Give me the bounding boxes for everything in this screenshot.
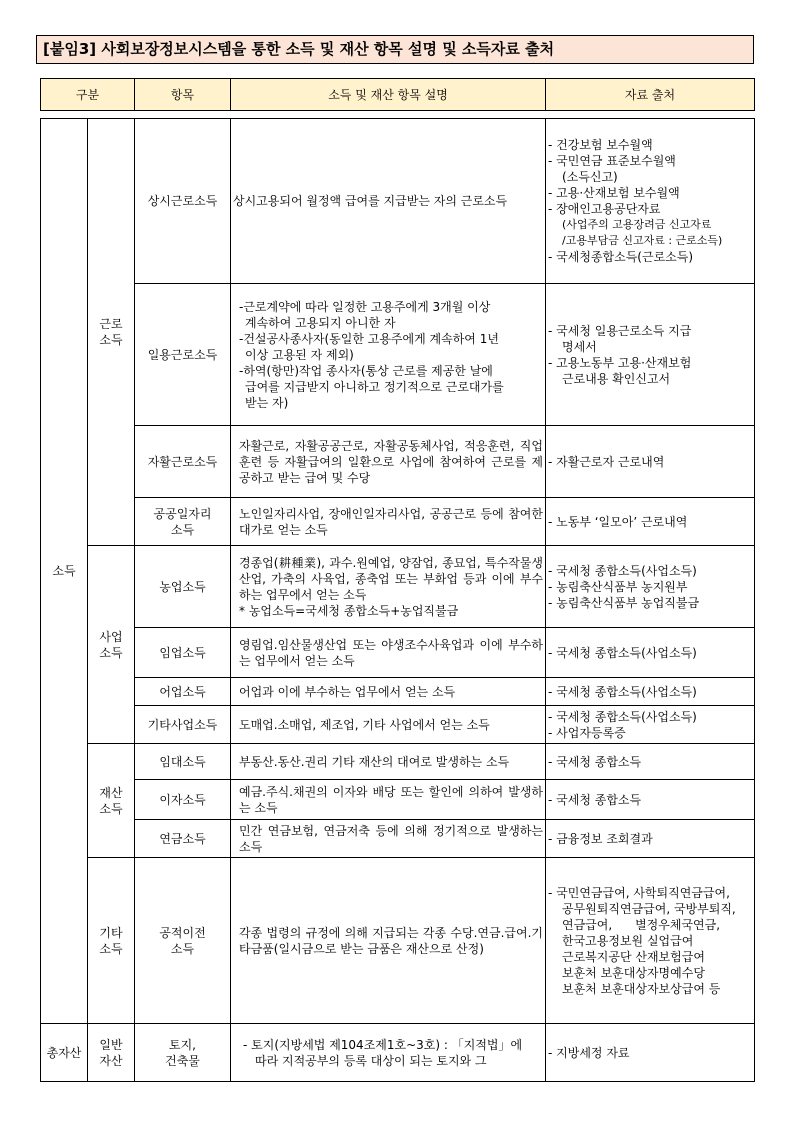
source-line: - 고용·산재보험 보수월액 bbox=[548, 186, 680, 200]
desc-land-building bbox=[231, 1024, 546, 1082]
item-interest: 이자소득 bbox=[135, 780, 231, 820]
source-line: - 국세청 일용근로소득 지급 bbox=[548, 323, 692, 338]
source-forestry bbox=[546, 628, 755, 678]
desc-line: 받는 자) bbox=[245, 395, 289, 410]
desc-line: -근로계약에 따라 일정한 고용주에게 3개월 이상 bbox=[239, 299, 491, 314]
table-row bbox=[41, 498, 755, 546]
desc-line: 예금.주식.채권의 이자와 배당 또는 할인에 의하여 발생하는 소득 bbox=[239, 784, 543, 815]
source-line: - 농림축산식품부 농지원부 bbox=[548, 579, 688, 594]
source-line: 공무원퇴직연금급여, 국방부퇴직, bbox=[562, 901, 736, 916]
source-line: 보훈처 보훈대상자명예수당 bbox=[562, 965, 705, 980]
item-forestry: 임업소득 bbox=[135, 628, 231, 678]
source-line: (사업주의 고용장려금 신고자료 bbox=[562, 218, 712, 231]
group-property-income: 재산 소득 bbox=[88, 744, 135, 858]
source-line: - 국세청 종합소득(사업소득) bbox=[548, 684, 697, 699]
source-line: - 국세청 종합소득(사업소득) bbox=[548, 709, 697, 724]
table-row bbox=[41, 780, 755, 820]
desc-line: 경종업(耕種業), 과수.원예업, 양잠업, 종묘업, 특수작물생산업, 가축의 사육업, 종축업 또는 부화업 등과 이에 부수하는 업무에서 얻는 소득 bbox=[239, 555, 543, 602]
source-daily-labor bbox=[546, 284, 755, 426]
desc-line: 급여를 지급받지 아니하고 정기적으로 근로대가를 bbox=[245, 379, 504, 394]
desc-line: 부동산.동산.권리 기타 재산의 대여로 발생하는 소득 bbox=[239, 754, 510, 769]
source-land-building bbox=[546, 1024, 755, 1082]
table-row bbox=[41, 678, 755, 706]
source-public-job bbox=[546, 498, 755, 546]
source-line: - 지방세정 자료 bbox=[548, 1045, 630, 1060]
item-pension: 연금소득 bbox=[135, 820, 231, 858]
source-line: - 노동부 ‘일모아’ 근로내역 bbox=[548, 514, 688, 529]
desc-line: -건설공사종사자(동일한 고용주에게 계속하여 1년 bbox=[239, 331, 499, 346]
source-line: 명세서 bbox=[562, 339, 597, 354]
table-row bbox=[41, 426, 755, 498]
source-line: - 국세청 종합소득 bbox=[548, 792, 642, 807]
source-line: - 사업자등록증 bbox=[548, 725, 626, 740]
source-regular-labor bbox=[546, 119, 755, 284]
source-line: - 자활근로자 근로내역 bbox=[548, 454, 665, 469]
source-public-transfer bbox=[546, 858, 755, 1024]
item-agriculture: 농업소득 bbox=[135, 546, 231, 628]
item-land-building: 토지, 건축물 bbox=[135, 1024, 231, 1082]
table-row bbox=[41, 546, 755, 628]
desc-other-business bbox=[231, 706, 546, 744]
source-fishery bbox=[546, 678, 755, 706]
source-line: /고용부담금 신고자료 : 근로소득) bbox=[562, 234, 723, 247]
table-row bbox=[41, 628, 755, 678]
desc-fishery bbox=[231, 678, 546, 706]
source-line: - 국세청종합소득(근로소득) bbox=[548, 250, 694, 264]
table-row bbox=[41, 858, 755, 1024]
item-other-business: 기타사업소득 bbox=[135, 706, 231, 744]
group-general-assets: 일반 자산 bbox=[88, 1024, 135, 1082]
page-title: [붙임3] 사회보장정보시스템을 통한 소득 및 재산 항목 설명 및 소득자료 출처 bbox=[36, 35, 754, 64]
group-other-income: 기타 소득 bbox=[88, 858, 135, 1024]
source-line: - 국세청 종합소득(사업소득) bbox=[548, 645, 697, 660]
item-daily-labor: 일용근로소득 bbox=[135, 284, 231, 426]
table-header bbox=[40, 78, 755, 111]
source-line: - 국민연금 표준보수월액 bbox=[548, 154, 676, 168]
table-row bbox=[41, 744, 755, 780]
desc-self-support-labor bbox=[231, 426, 546, 498]
header-source: 자료 출처 bbox=[546, 79, 755, 111]
item-regular-labor: 상시근로소득 bbox=[135, 119, 231, 284]
desc-agriculture bbox=[231, 546, 546, 628]
desc-line: 영림업.임산물생산업 또는 야생조수사육업과 이에 부수하는 업무에서 얻는 소득 bbox=[239, 637, 543, 668]
source-line: - 국세청 종합소득(사업소득) bbox=[548, 563, 697, 578]
source-line: 근로내용 확인신고서 bbox=[562, 371, 671, 386]
group-income: 소득 bbox=[41, 119, 88, 1024]
desc-line: 계속하여 고용되지 아니한 자 bbox=[245, 315, 396, 330]
source-line: - 농림축산식품부 농업직불금 bbox=[548, 595, 700, 610]
desc-public-job bbox=[231, 498, 546, 546]
source-other-business bbox=[546, 706, 755, 744]
item-fishery: 어업소득 bbox=[135, 678, 231, 706]
group-business-income: 사업 소득 bbox=[88, 546, 135, 744]
desc-line: 어업과 이에 부수하는 업무에서 얻는 소득 bbox=[239, 684, 456, 699]
desc-regular-labor bbox=[231, 119, 546, 284]
source-agriculture bbox=[546, 546, 755, 628]
desc-forestry bbox=[231, 628, 546, 678]
group-labor-income: 근로 소득 bbox=[88, 119, 135, 546]
table-row bbox=[41, 1024, 755, 1082]
header-item: 항목 bbox=[135, 79, 231, 111]
source-line: - 건강보험 보수월액 bbox=[548, 138, 653, 152]
item-public-transfer: 공적이전 소득 bbox=[135, 858, 231, 1024]
desc-line: 노인일자리사업, 장애인일자리사업, 공공근로 등에 참여한 대가로 얻는 소득 bbox=[239, 506, 543, 537]
source-line: - 국세청 종합소득 bbox=[548, 754, 642, 769]
desc-rental bbox=[231, 744, 546, 780]
desc-line: 따라 지적공부의 등록 대상이 되는 토지와 그 bbox=[255, 1053, 487, 1068]
desc-line: 도매업.소매업, 제조업, 기타 사업에서 얻는 소득 bbox=[239, 717, 490, 732]
source-line: 한국고용정보원 실업급여 bbox=[562, 933, 694, 948]
source-self-support-labor bbox=[546, 426, 755, 498]
desc-line: 이상 고용된 자 제외) bbox=[245, 347, 354, 362]
source-line: - 국민연금급여, 사학퇴직연금급여, bbox=[548, 885, 730, 900]
desc-pension bbox=[231, 820, 546, 858]
group-total-assets: 총자산 bbox=[41, 1024, 88, 1082]
source-pension bbox=[546, 820, 755, 858]
desc-line: 자활근로, 자활공공근로, 자활공동체사업, 적응훈련, 직업훈련 등 자활급여의 일환으로 사업에 참여하여 근로를 제공하고 받는 급여 및 수당 bbox=[239, 438, 543, 485]
table-row bbox=[41, 284, 755, 426]
desc-interest bbox=[231, 780, 546, 820]
header-category: 구분 bbox=[41, 79, 135, 111]
source-interest bbox=[546, 780, 755, 820]
income-property-table bbox=[40, 118, 755, 1082]
source-line: (소득신고) bbox=[562, 170, 618, 184]
item-public-job: 공공일자리 소득 bbox=[135, 498, 231, 546]
source-line: 보훈처 보훈대상자보상급여 등 bbox=[562, 981, 721, 996]
desc-line: * 농업소득=국세청 종합소득+농업직불금 bbox=[239, 603, 459, 618]
desc-line: 민간 연금보험, 연금저축 등에 의해 정기적으로 발생하는 소득 bbox=[239, 823, 543, 854]
source-line: - 고용노동부 고용·산재보험 bbox=[548, 355, 692, 370]
source-line: - 금융정보 조회결과 bbox=[548, 831, 653, 846]
desc-line: 상시고용되어 월정액 급여를 지급받는 자의 근로소득 bbox=[233, 194, 508, 208]
source-rental bbox=[546, 744, 755, 780]
item-rental: 임대소득 bbox=[135, 744, 231, 780]
desc-daily-labor bbox=[231, 284, 546, 426]
desc-public-transfer bbox=[231, 858, 546, 1024]
source-line: - 장애인고용공단자료 bbox=[548, 202, 661, 216]
table-row bbox=[41, 706, 755, 744]
table-row bbox=[41, 119, 755, 284]
desc-line: 각종 법령의 규정에 의해 지급되는 각종 수당.연금.급여.기타금품(일시금으로 받는 금품은 재산으로 산정) bbox=[239, 925, 543, 956]
desc-line: -하역(항만)작업 종사자(통상 근로를 제공한 날에 bbox=[239, 363, 493, 378]
desc-line: - 토지(지방세법 제104조제1호~3호) : 「지적법」에 bbox=[243, 1037, 523, 1052]
header-description: 소득 및 재산 항목 설명 bbox=[231, 79, 546, 111]
source-line: 근로복지공단 산재보험급여 bbox=[562, 949, 705, 964]
item-self-support-labor: 자활근로소득 bbox=[135, 426, 231, 498]
table-row bbox=[41, 820, 755, 858]
source-line: 연금급여, 별정우체국연금, bbox=[562, 917, 721, 932]
